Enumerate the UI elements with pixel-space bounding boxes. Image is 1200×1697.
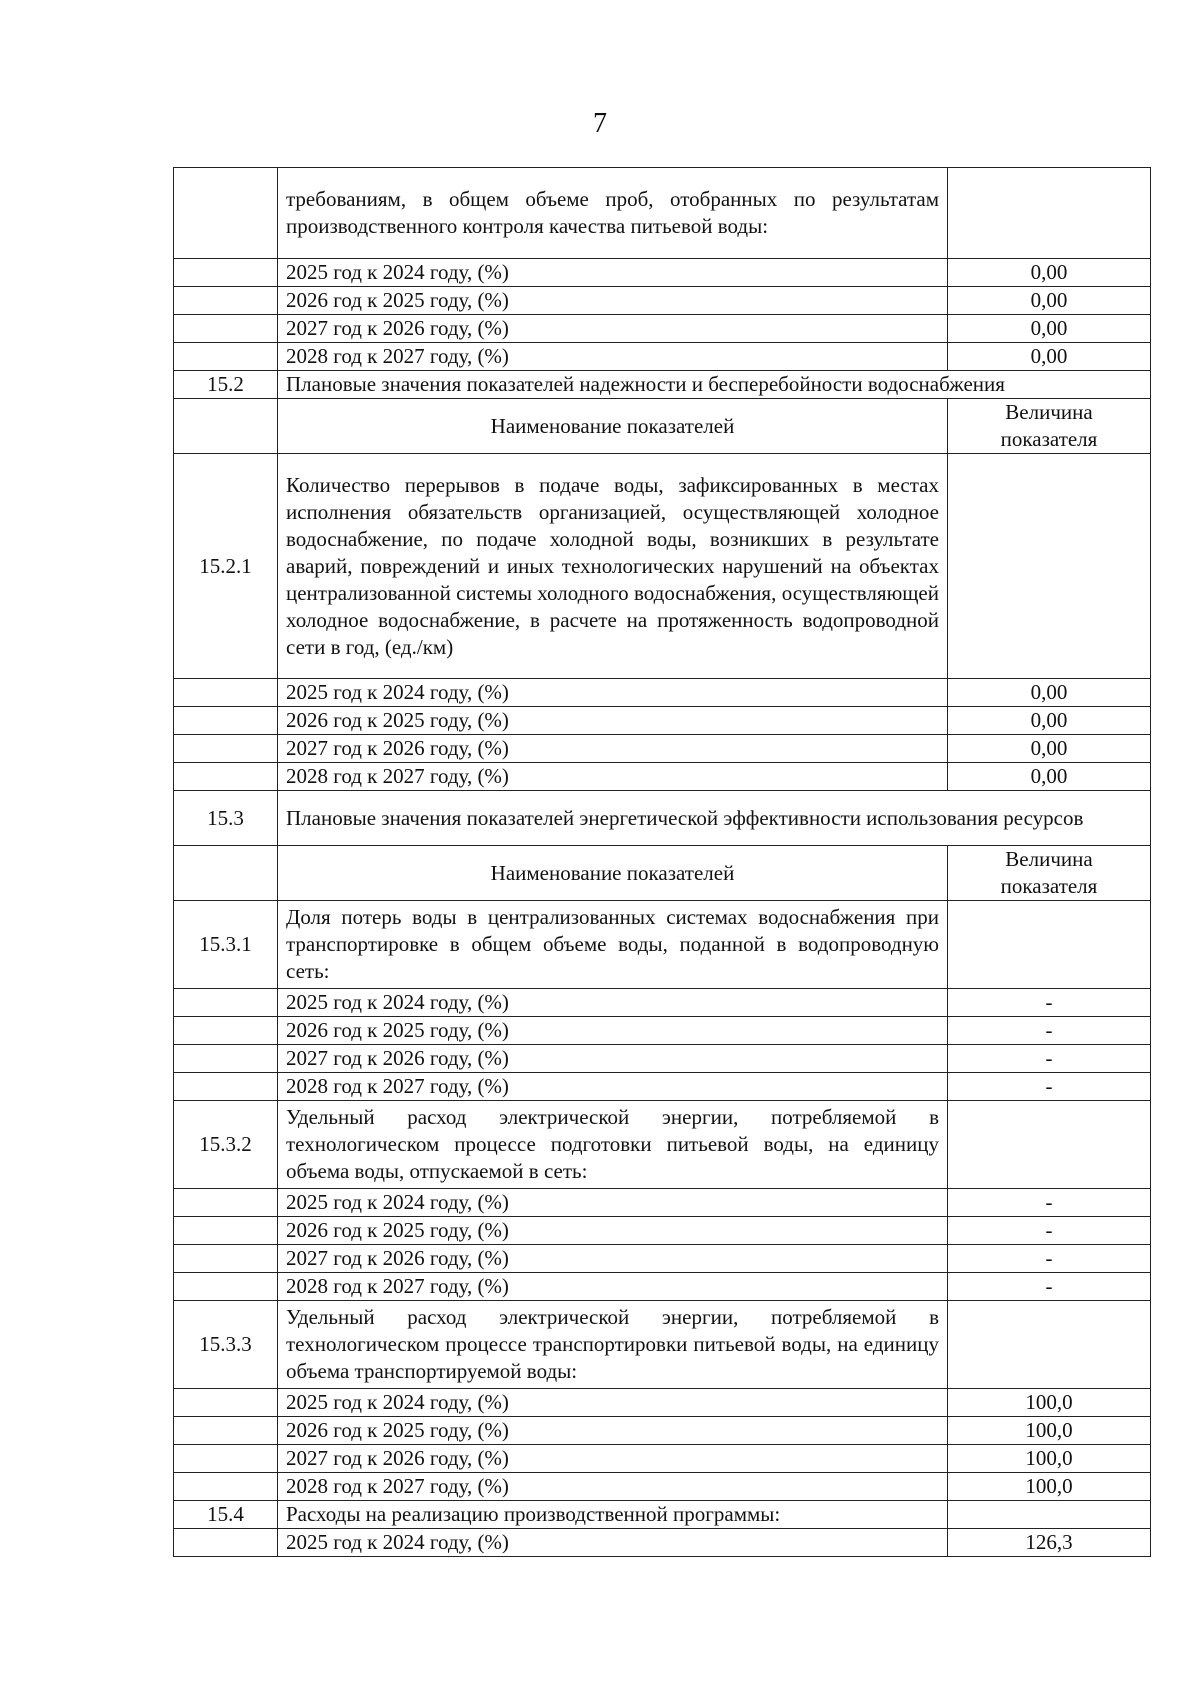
- table-row: [174, 1501, 1151, 1529]
- year-label: 2026 год к 2025 году, (%): [278, 1217, 948, 1245]
- indicator-value: -: [948, 1217, 1151, 1245]
- row-number: [174, 846, 278, 901]
- row-number: [174, 1529, 278, 1557]
- table-row: [174, 1017, 1151, 1045]
- row-number: [174, 735, 278, 763]
- table-row: [174, 901, 1151, 989]
- row-number: [174, 168, 278, 259]
- row-number: [174, 315, 278, 343]
- indicator-value: -: [948, 989, 1151, 1017]
- year-label: 2026 год к 2025 году, (%): [278, 1417, 948, 1445]
- table-row: [174, 1189, 1151, 1217]
- item-number: 15.3.3: [174, 1301, 278, 1389]
- row-number: [174, 707, 278, 735]
- indicator-value: -: [948, 1189, 1151, 1217]
- indicator-value: [948, 1501, 1151, 1529]
- year-label: 2028 год к 2027 году, (%): [278, 763, 948, 791]
- table-row: [174, 1273, 1151, 1301]
- indicator-text: требованиям, в общем объеме проб, отобранных по результатам производственного контроля качества питьевой воды:: [278, 168, 948, 259]
- year-label: 2025 год к 2024 году, (%): [278, 679, 948, 707]
- table-row: [174, 679, 1151, 707]
- row-number: [174, 1245, 278, 1273]
- indicator-value: 0,00: [948, 287, 1151, 315]
- table-row: [174, 343, 1151, 371]
- year-label: 2025 год к 2024 году, (%): [278, 259, 948, 287]
- section-number: 15.4: [174, 1501, 278, 1529]
- table-row: [174, 1245, 1151, 1273]
- table-row: [174, 1417, 1151, 1445]
- row-number: [174, 259, 278, 287]
- header-row: [174, 399, 1151, 454]
- year-label: 2025 год к 2024 году, (%): [278, 1529, 948, 1557]
- indicator-value: 0,00: [948, 763, 1151, 791]
- indicator-value: 100,0: [948, 1473, 1151, 1501]
- year-label: 2026 год к 2025 году, (%): [278, 287, 948, 315]
- table-row: [174, 287, 1151, 315]
- indicators-table: [173, 167, 1151, 1557]
- year-label: 2025 год к 2024 году, (%): [278, 1389, 948, 1417]
- table-row: [174, 1217, 1151, 1245]
- year-label: 2028 год к 2027 году, (%): [278, 1073, 948, 1101]
- year-label: 2025 год к 2024 году, (%): [278, 1189, 948, 1217]
- indicator-value: 0,00: [948, 315, 1151, 343]
- row-number: [174, 1189, 278, 1217]
- year-label: 2028 год к 2027 году, (%): [278, 343, 948, 371]
- year-label: 2025 год к 2024 году, (%): [278, 989, 948, 1017]
- year-label: 2027 год к 2026 году, (%): [278, 1245, 948, 1273]
- section-number: 15.3: [174, 791, 278, 846]
- row-number: [174, 1445, 278, 1473]
- header-name: Наименование показателей: [278, 399, 948, 454]
- table-row: [174, 763, 1151, 791]
- row-number: [174, 399, 278, 454]
- row-number: [174, 679, 278, 707]
- indicator-text: Количество перерывов в подаче воды, зафиксированных в местах исполнения обязательств организацией, осуществляющей холодное водоснабжение, по подаче холодной воды, возникших в результате аварий, повреждений и иных технологических нарушений на объектах централизованной системы холодного водоснабжения, осуществляющей холодное водоснабжение, в расчете на протяженность водопроводной сети в год, (ед./км): [278, 454, 948, 679]
- indicator-text: Доля потерь воды в централизованных системах водоснабжения при транспортировке в общем объеме воды, поданной в водопроводную сеть:: [278, 901, 948, 989]
- indicator-value: [948, 901, 1151, 989]
- year-label: 2028 год к 2027 году, (%): [278, 1473, 948, 1501]
- indicator-value: 0,00: [948, 259, 1151, 287]
- row-number: [174, 1017, 278, 1045]
- indicator-value: -: [948, 1045, 1151, 1073]
- year-label: 2027 год к 2026 году, (%): [278, 735, 948, 763]
- section-title: Плановые значения показателей энергетической эффективности использования ресурсов: [278, 791, 1151, 846]
- year-label: 2028 год к 2027 году, (%): [278, 1273, 948, 1301]
- indicator-value: -: [948, 1017, 1151, 1045]
- table-row: [174, 1473, 1151, 1501]
- row-number: [174, 287, 278, 315]
- indicator-value: 100,0: [948, 1445, 1151, 1473]
- row-number: [174, 1273, 278, 1301]
- table-row: [174, 1389, 1151, 1417]
- table-row: [174, 315, 1151, 343]
- table-row: [174, 989, 1151, 1017]
- item-number: 15.2.1: [174, 454, 278, 679]
- table-row: [174, 707, 1151, 735]
- section-row: [174, 791, 1151, 846]
- row-number: [174, 1073, 278, 1101]
- indicator-value: 0,00: [948, 735, 1151, 763]
- row-number: [174, 1417, 278, 1445]
- table-row: [174, 168, 1151, 259]
- table-row: [174, 1445, 1151, 1473]
- indicator-value: 100,0: [948, 1417, 1151, 1445]
- section-number: 15.2: [174, 371, 278, 399]
- section-title: Расходы на реализацию производственной программы:: [278, 1501, 948, 1529]
- table-row: [174, 1073, 1151, 1101]
- table-row: [174, 1529, 1151, 1557]
- year-label: 2026 год к 2025 году, (%): [278, 707, 948, 735]
- indicator-value: [948, 1301, 1151, 1389]
- row-number: [174, 989, 278, 1017]
- indicator-value: 0,00: [948, 707, 1151, 735]
- year-label: 2027 год к 2026 году, (%): [278, 1445, 948, 1473]
- page-number: 7: [593, 108, 607, 139]
- indicator-value: [948, 168, 1151, 259]
- table-row: [174, 454, 1151, 679]
- table-row: [174, 1301, 1151, 1389]
- row-number: [174, 1389, 278, 1417]
- table-row: [174, 1101, 1151, 1189]
- year-label: 2027 год к 2026 году, (%): [278, 315, 948, 343]
- indicator-value: 0,00: [948, 679, 1151, 707]
- table-row: [174, 259, 1151, 287]
- row-number: [174, 1217, 278, 1245]
- indicator-value: 126,3: [948, 1529, 1151, 1557]
- indicator-value: 100,0: [948, 1389, 1151, 1417]
- indicator-value: [948, 454, 1151, 679]
- table-row: [174, 1045, 1151, 1073]
- row-number: [174, 1473, 278, 1501]
- year-label: 2027 год к 2026 году, (%): [278, 1045, 948, 1073]
- section-row: [174, 371, 1151, 399]
- indicator-value: -: [948, 1245, 1151, 1273]
- indicator-value: [948, 1101, 1151, 1189]
- indicator-text: Удельный расход электрической энергии, потребляемой в технологическом процессе транспортировки питьевой воды, на единицу объема транспортируемой воды:: [278, 1301, 948, 1389]
- header-row: [174, 846, 1151, 901]
- row-number: [174, 343, 278, 371]
- indicator-value: -: [948, 1073, 1151, 1101]
- item-number: 15.3.2: [174, 1101, 278, 1189]
- item-number: 15.3.1: [174, 901, 278, 989]
- section-title: Плановые значения показателей надежности и бесперебойности водоснабжения: [278, 371, 1151, 399]
- indicator-value: -: [948, 1273, 1151, 1301]
- table-row: [174, 735, 1151, 763]
- header-value: Величина показателя: [948, 846, 1151, 901]
- header-name: Наименование показателей: [278, 846, 948, 901]
- header-value: Величина показателя: [948, 399, 1151, 454]
- row-number: [174, 763, 278, 791]
- indicator-text: Удельный расход электрической энергии, потребляемой в технологическом процессе подготовки питьевой воды, на единицу объема воды, отпускаемой в сеть:: [278, 1101, 948, 1189]
- year-label: 2026 год к 2025 году, (%): [278, 1017, 948, 1045]
- indicator-value: 0,00: [948, 343, 1151, 371]
- row-number: [174, 1045, 278, 1073]
